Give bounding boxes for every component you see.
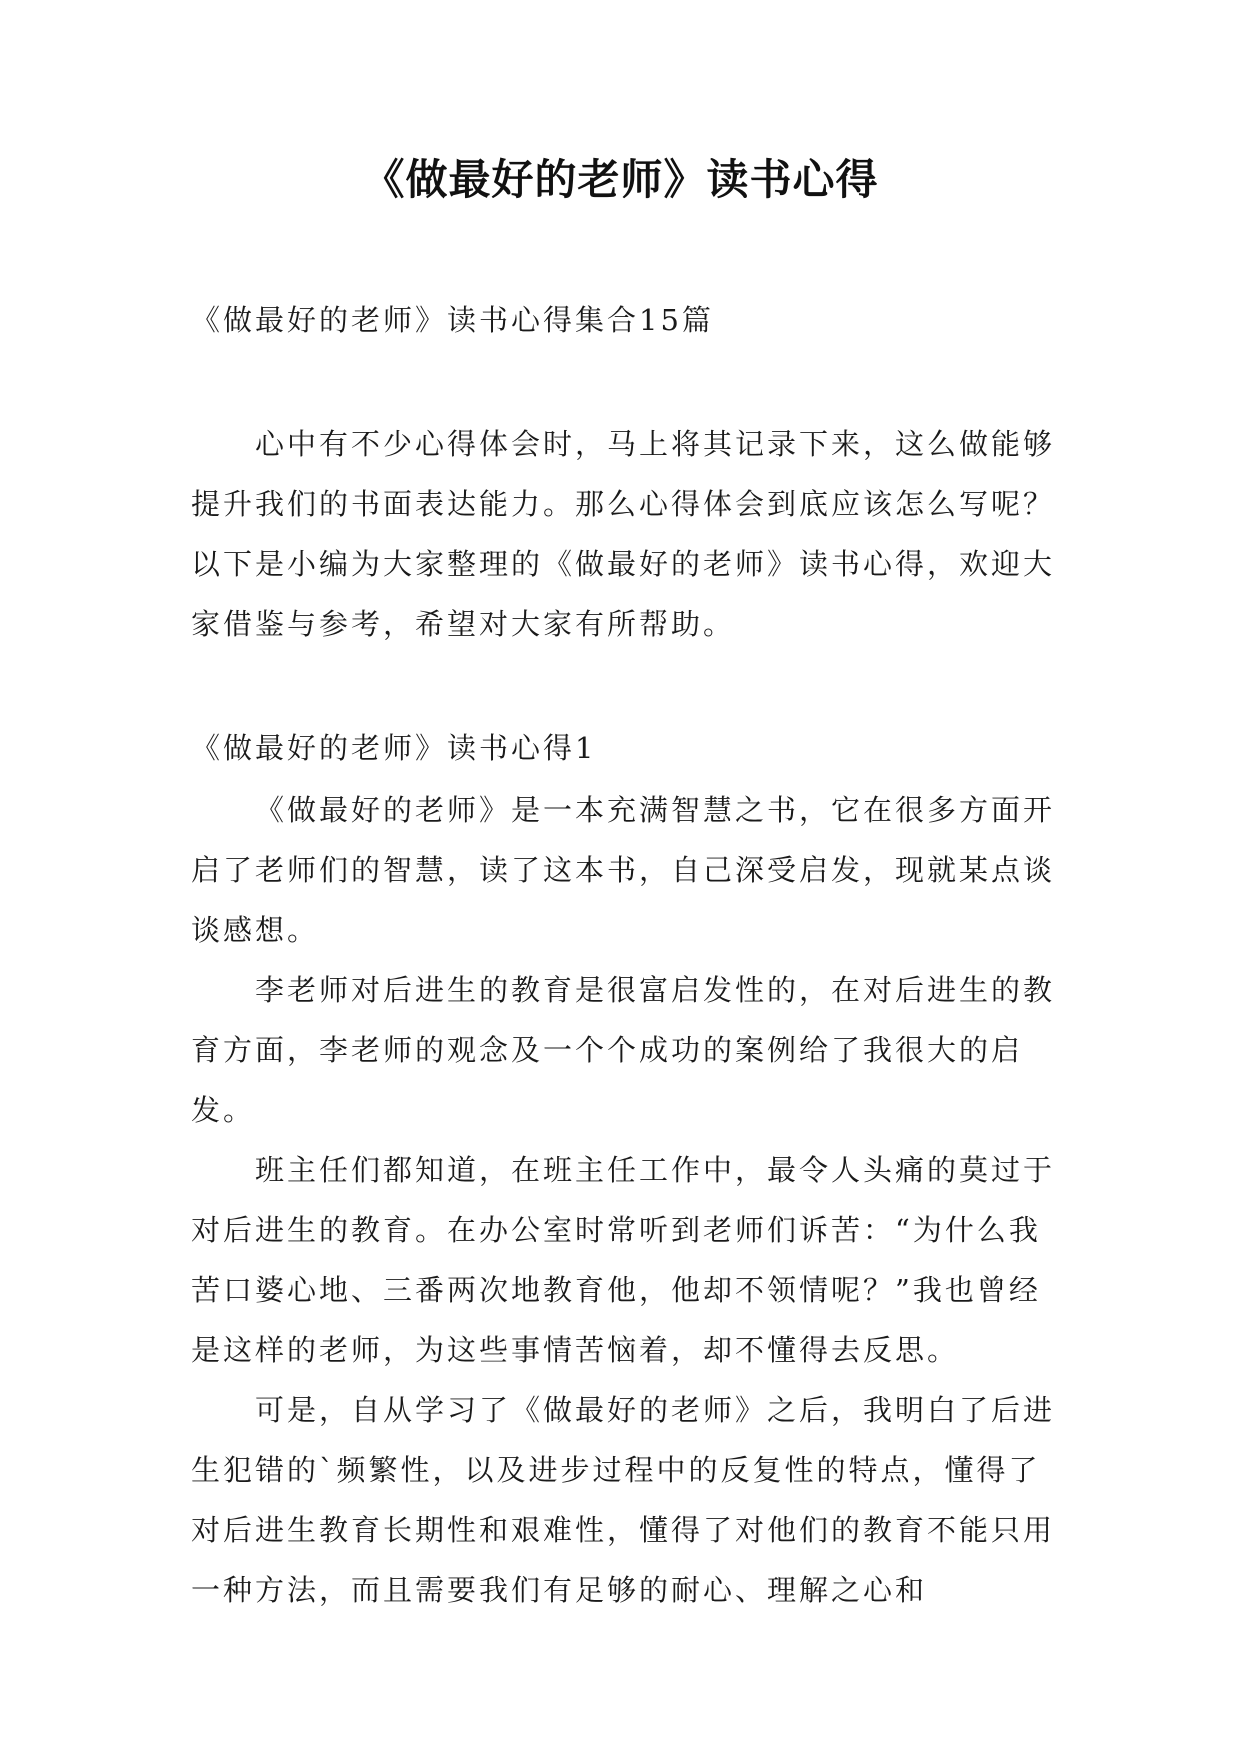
body-paragraph: 可是，自从学习了《做最好的老师》之后，我明白了后进生犯错的`频繁性，以及进步过程中的反复性的特点，懂得了对后进生教育长期性和艰难性，懂得了对他们的教育不能只用一种方法，而且需要我们有足够的耐心、理解之心和	[191, 1393, 1056, 1607]
section-heading: 《做最好的老师》读书心得1	[191, 731, 597, 765]
body-paragraph: 《做最好的老师》是一本充满智慧之书，它在很多方面开启了老师们的智慧，读了这本书，自己深受启发，现就某点谈谈感想。	[191, 793, 1056, 947]
document-body	[191, 290, 1061, 1620]
document-subtitle: 《做最好的老师》读书心得集合15篇	[191, 303, 714, 337]
document-title: 《做最好的老师》读书心得	[362, 155, 879, 204]
body-paragraph: 班主任们都知道，在班主任工作中，最令人头痛的莫过于对后进生的教育。在办公室时常听到老师们诉苦：“为什么我苦口婆心地、三番两次地教育他，他却不领情呢？”我也曾经是这样的老师，为这些事情苦恼着，却不懂得去反思。	[191, 1153, 1056, 1367]
intro-paragraph: 心中有不少心得体会时，马上将其记录下来，这么做能够提升我们的书面表达能力。那么心得体会到底应该怎么写呢？以下是小编为大家整理的《做最好的老师》读书心得，欢迎大家借鉴与参考，希望对大家有所帮助。	[191, 427, 1056, 641]
body-paragraph: 李老师对后进生的教育是很富启发性的，在对后进生的教育方面，李老师的观念及一个个成功的案例给了我很大的启发。	[191, 973, 1056, 1127]
